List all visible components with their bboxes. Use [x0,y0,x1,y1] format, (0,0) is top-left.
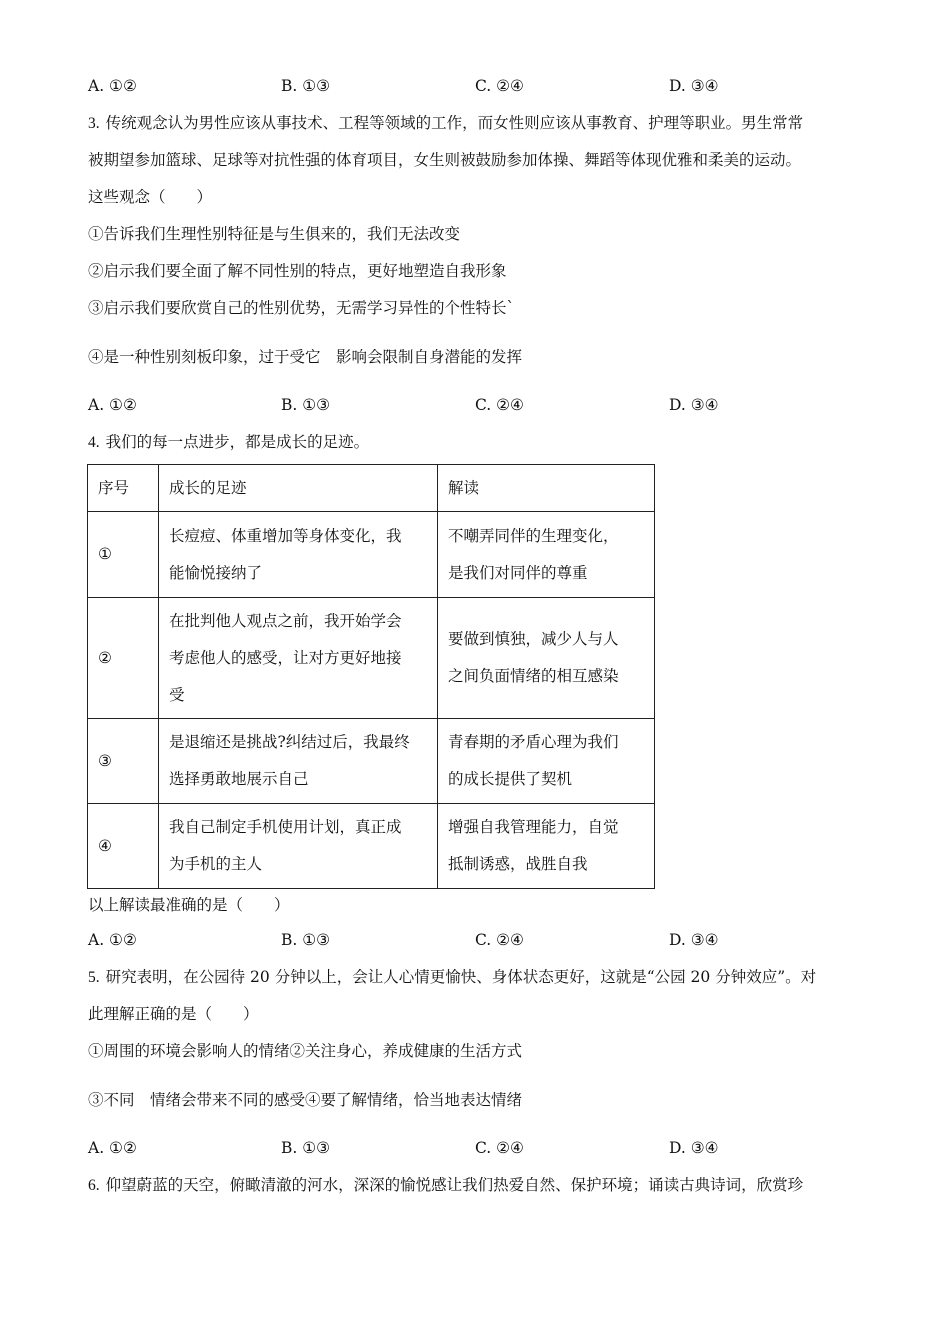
q6-stem-text: 仰望蔚蓝的天空，俯瞰清澈的河水，深深的愉悦感让我们热爱自然、保护环境；诵读古典诗词，欣赏珍 [105,1176,804,1194]
reading-line: 增强自我管理能力，自觉 [448,818,619,836]
q5-stem-text-1: 研究表明，在公园待 20 分钟以上，会让人心情更愉快、身体状态更好，这就是“公园 20 分钟效应”。对 [105,968,817,986]
q3-stem-text-1: 传统观念认为男性应该从事技术、工程等领域的工作，而女性则应该从事教育、护理等职业。男生常常 [105,114,804,132]
row-num: ① [88,512,159,598]
reading-line: 抵制诱惑，战胜自我 [448,855,588,873]
q5-number: 5. [88,969,100,986]
footprint-line: 能愉悦接纳了 [169,563,263,582]
q3-stem-line-1 [88,113,803,134]
q4-stem [88,432,369,453]
table-row [88,512,655,598]
q6-number: 6. [88,1177,100,1194]
q3-stem-line-2: 被期望参加篮球、足球等对抗性强的体育项目，女生则被鼓励参加体操、舞蹈等体现优雅和柔美的运动。 [88,151,802,169]
header-reading: 解读 [438,465,655,512]
table-row [88,719,655,804]
q3-stem-line-3: 这些观念（ ） [88,188,213,206]
footprint-line: 长痘痘、体重增加等身体变化，我 [169,526,402,545]
q3-option-c[interactable]: C. ②④ [475,396,524,414]
q3-options [88,395,868,415]
q5-stem-line-1 [88,967,816,988]
header-num: 序号 [88,465,159,512]
q3-option-b[interactable]: B. ①③ [281,396,331,414]
q3-number: 3. [88,115,100,132]
footprint-line: 我自己制定手机使用计划，真正成 [169,818,402,836]
q4-option-a[interactable]: A. ①② [88,931,137,949]
q4-number: 4. [88,434,100,451]
table-header-row [88,465,655,512]
footprint-line: 在批判他人观点之前，我开始学会 [169,611,402,630]
q2-options [88,76,868,96]
reading-line: 不嘲弄同伴的生理变化， [448,526,619,545]
q3-statement-2: ②启示我们要全面了解不同性别的特点，更好地塑造自我形象 [88,262,507,280]
reading-line: 是我们对同伴的尊重 [448,563,588,582]
row-num: ③ [88,719,159,804]
q5-statement-1: ①周围的环境会影响人的情绪②关注身心，养成健康的生活方式 [88,1042,523,1060]
q4-question: 以上解读最准确的是（ ） [88,896,290,914]
q5-statement-2: ③不同 情绪会带来不同的感受④要了解情绪，恰当地表达情绪 [88,1091,523,1109]
footprint-line: 为手机的主人 [169,855,263,873]
row-footprint [159,512,438,598]
q3-statement-3: ③启示我们要欣赏自己的性别优势，无需学习异性的个性特长` [88,299,515,317]
reading-line: 之间负面情绪的相互感染 [448,667,619,685]
header-footprint: 成长的足迹 [159,465,438,512]
row-footprint [159,598,438,719]
q4-option-c[interactable]: C. ②④ [475,931,524,949]
q3-statement-4: ④是一种性别刻板印象，过于受它 影响会限制自身潜能的发挥 [88,348,523,366]
row-reading [438,512,655,598]
q4-option-b[interactable]: B. ①③ [281,931,331,949]
q5-stem-line-2: 此理解正确的是（ ） [88,1005,259,1023]
q5-option-b[interactable]: B. ①③ [281,1139,331,1157]
footprint-line: 考虑他人的感受，让对方更好地接 [169,648,402,667]
row-num: ② [88,598,159,719]
q2-option-a[interactable]: A. ①② [88,77,137,95]
reading-line: 的成长提供了契机 [448,770,573,788]
row-reading [438,598,655,719]
q3-option-d[interactable]: D. ③④ [669,396,719,414]
q3-option-a[interactable]: A. ①② [88,396,137,414]
q2-option-b[interactable]: B. ①③ [281,77,331,95]
row-reading [438,804,655,889]
row-reading [438,719,655,804]
q4-option-d[interactable]: D. ③④ [669,931,719,949]
reading-line: 要做到慎独，减少人与人 [448,630,619,648]
q4-options [88,930,868,950]
q5-option-c[interactable]: C. ②④ [475,1139,524,1157]
footprint-line: 选择勇敢地展示自己 [169,770,309,788]
row-footprint [159,719,438,804]
q5-options [88,1138,868,1158]
table-row [88,804,655,889]
growth-table [87,464,655,889]
q5-option-a[interactable]: A. ①② [88,1139,137,1157]
row-footprint [159,804,438,889]
reading-line: 青春期的矛盾心理为我们 [448,733,619,751]
footprint-line: 是退缩还是挑战?纠结过后，我最终 [169,733,410,751]
q3-statement-1: ①告诉我们生理性别特征是与生俱来的，我们无法改变 [88,225,461,243]
q2-option-d[interactable]: D. ③④ [669,77,719,95]
q2-option-c[interactable]: C. ②④ [475,77,524,95]
q5-option-d[interactable]: D. ③④ [669,1139,719,1157]
footprint-line: 受 [169,685,185,704]
q6-stem-line-1 [88,1175,803,1196]
q4-stem-text: 我们的每一点进步，都是成长的足迹。 [105,433,370,451]
table-row [88,598,655,719]
row-num: ④ [88,804,159,889]
